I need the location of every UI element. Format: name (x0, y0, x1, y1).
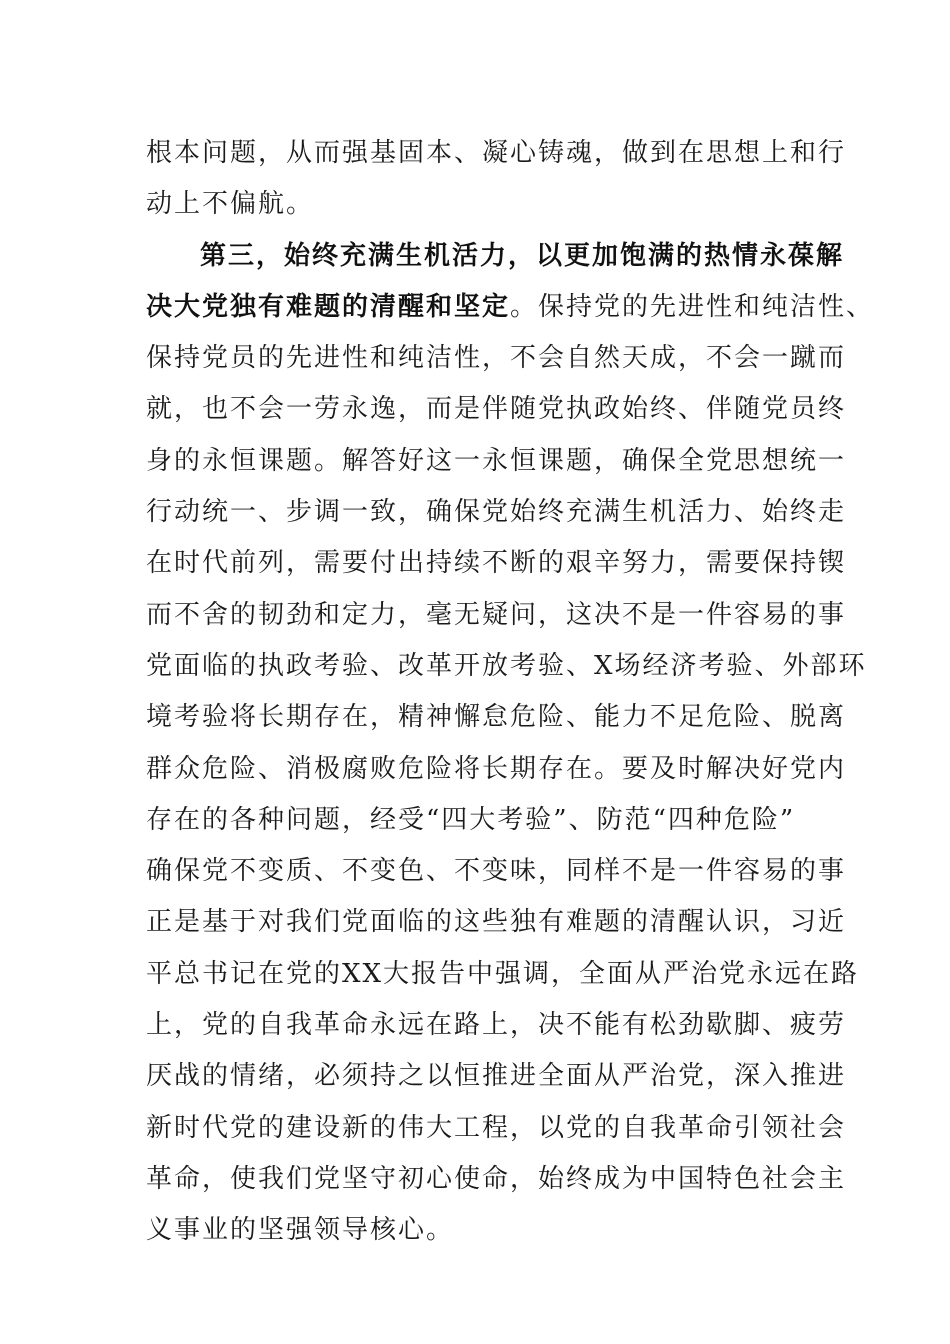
line-text: 境考验将长期存在，精神懈怠危险、能力不足危险、脱离 (146, 702, 847, 733)
text-line (146, 1205, 846, 1256)
text-line (146, 538, 846, 589)
line-text: 义事业的坚强领导核心。 (146, 1215, 455, 1246)
line-text: 存在的各种问题，经受“四大考验”、防范“四种危险” (146, 804, 796, 835)
text-line (146, 128, 846, 179)
section-heading: 第三，始终充满生机活力，以更加饱满的热情永葆解 (200, 240, 845, 271)
text-line (146, 436, 846, 487)
section-heading-line (146, 231, 846, 282)
line-text: 群众危险、消极腐败危险将长期存在。要及时解决好党内 (146, 753, 847, 784)
line-text: 就，也不会一劳永逸，而是伴随党执政始终、伴随党员终 (146, 394, 847, 425)
text-line (146, 641, 867, 692)
line-text: 正是基于对我们党面临的这些独有难题的清醒认识，习近 (146, 907, 847, 938)
section-heading-line (146, 282, 875, 333)
text-line (146, 487, 846, 538)
section-heading: 决大党独有难题的清醒和坚定 (146, 291, 511, 322)
line-text: 根本问题，从而强基固本、凝心铸魂，做到在思想上和行 (146, 138, 847, 168)
text-line (146, 1000, 846, 1051)
text-line (146, 795, 846, 846)
line-text: 党面临的执政考验、改革开放考验、X场经济考验、外部环 (146, 650, 867, 681)
body-text (146, 128, 875, 1257)
line-text: 保持党员的先进性和纯洁性，不会自然天成，不会一蹴而 (146, 343, 847, 374)
line-text: 平总书记在党的XX大报告中强调，全面从严治党永远在路 (146, 958, 860, 989)
text-line (146, 897, 846, 948)
text-line (146, 333, 846, 384)
line-text: 而不舍的韧劲和定力，毫无疑问，这决不是一件容易的事 (146, 599, 847, 630)
text-line (146, 692, 846, 743)
text-line (146, 1154, 846, 1205)
text-line (146, 1051, 846, 1102)
text-line (146, 949, 860, 1000)
text-line (146, 744, 846, 795)
text-line (146, 384, 846, 435)
text-line (146, 590, 846, 641)
line-text: 革命，使我们党坚守初心使命，始终成为中国特色社会主 (146, 1163, 847, 1194)
line-text: 确保党不变质、不变色、不变味，同样不是一件容易的事 (146, 856, 847, 887)
line-text: 厌战的情绪，必须持之以恒推进全面从严治党，深入推进 (146, 1061, 847, 1092)
line-text: 动上不偏航。 (146, 189, 315, 220)
line-text: 。保持党的先进性和纯洁性、 (510, 291, 875, 322)
text-line (146, 846, 846, 897)
line-text: 新时代党的建设新的伟大工程，以党的自我革命引领社会 (146, 1112, 847, 1143)
line-text: 身的永恒课题。解答好这一永恒课题，确保全党思想统一 (146, 445, 847, 476)
line-text: 在时代前列，需要付出持续不断的艰辛努力，需要保持锲 (146, 548, 847, 579)
line-text: 上，党的自我革命永远在路上，决不能有松劲歇脚、疲劳 (146, 1010, 847, 1041)
text-line (146, 1103, 846, 1154)
text-line (146, 179, 846, 230)
line-text: 行动统一、步调一致，确保党始终充满生机活力、始终走 (146, 497, 847, 528)
